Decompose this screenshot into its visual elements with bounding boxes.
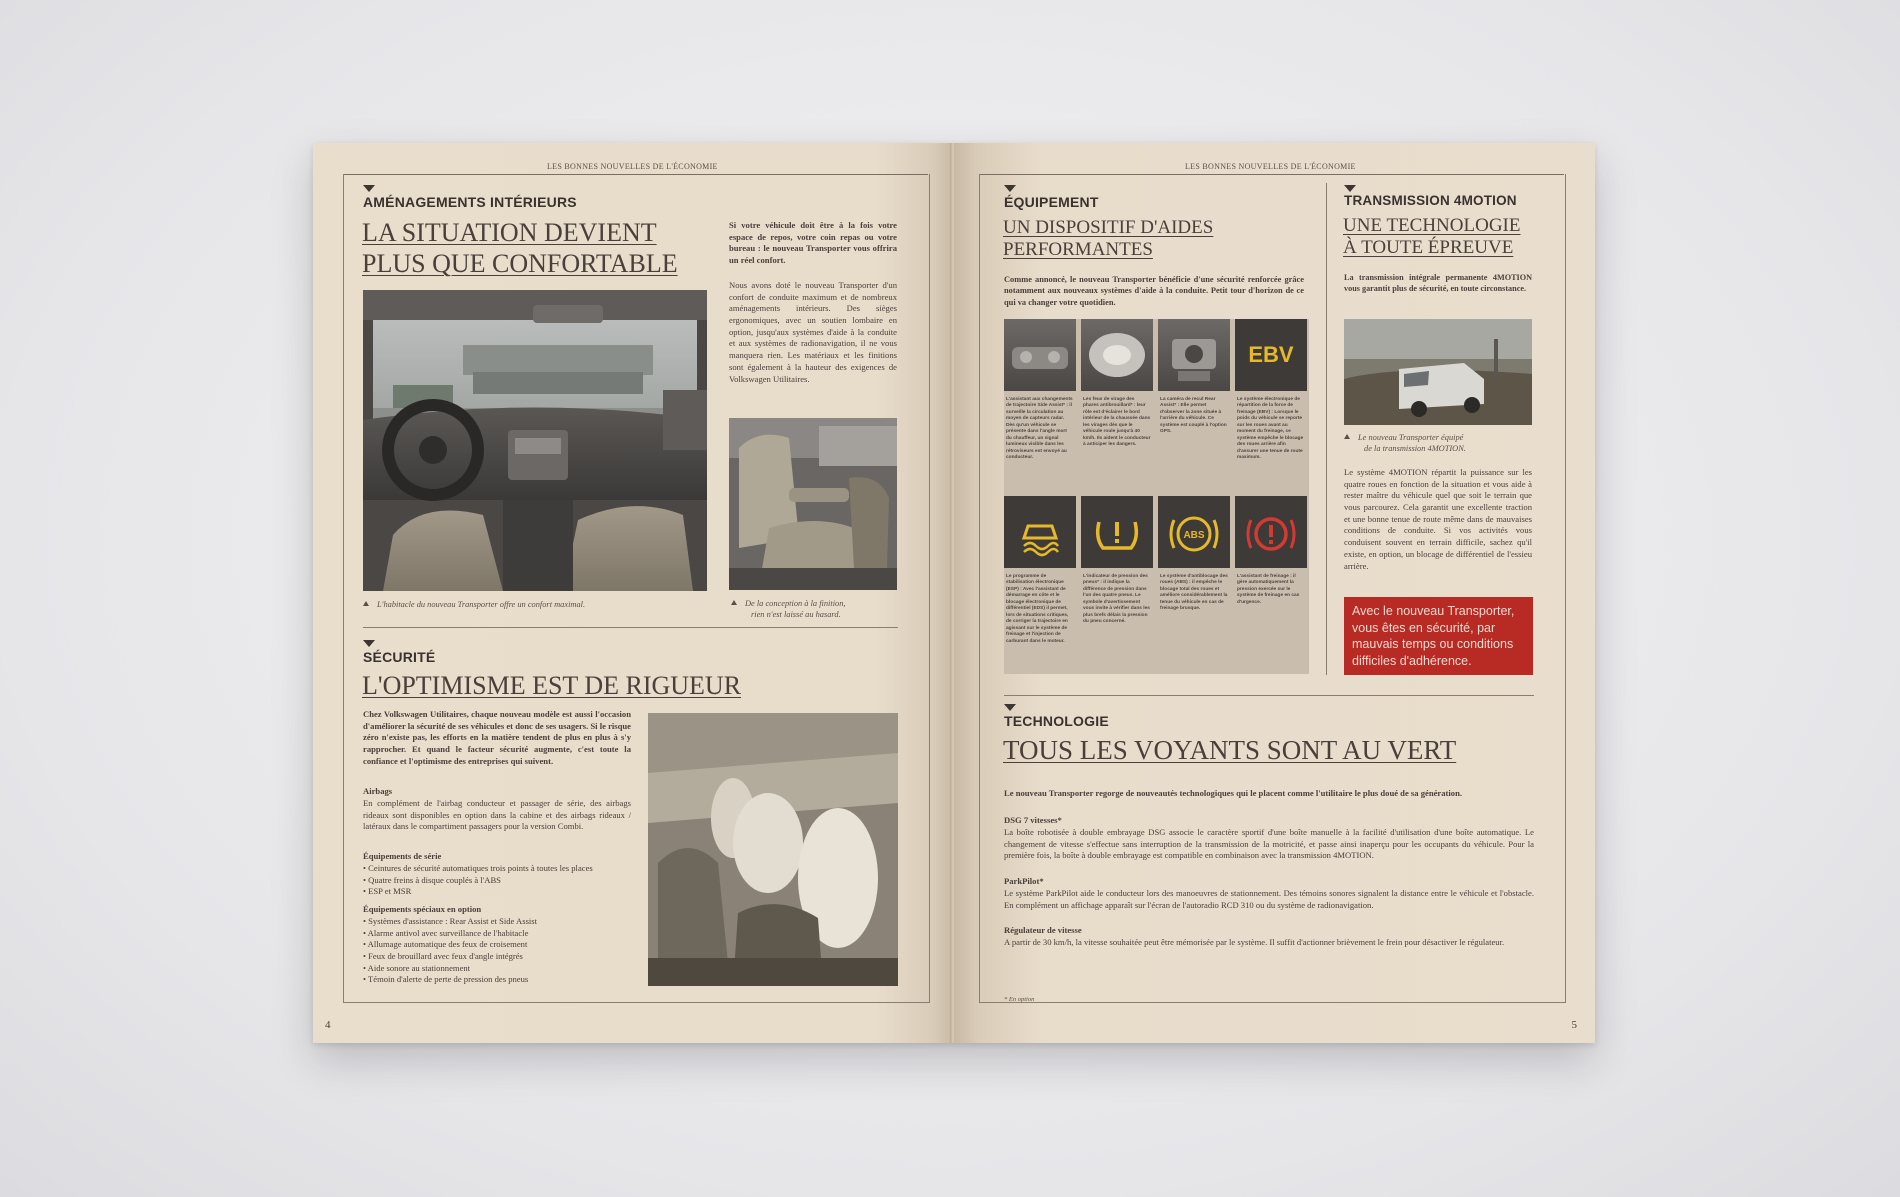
section-title: TECHNOLOGIE — [1004, 713, 1109, 729]
section-marker-icon — [1004, 704, 1016, 711]
list-item: • Ceintures de sécurité automatiques trois points à toutes les places — [363, 863, 593, 873]
photo-caption: L'habitacle du nouveau Transporter offre un confort maximal. — [363, 600, 585, 611]
esp-icon — [1004, 496, 1076, 568]
serie-list — [363, 863, 643, 898]
headline: TOUS LES VOYANTS SONT AU VERT — [1003, 735, 1457, 765]
fog-light-icon — [1081, 319, 1153, 391]
tile-text: La caméra de recul Rear Assist* : Elle permet d'observer la zone située à l'arrière du véhicule. Ce système est couplé à l'option GPS. — [1160, 397, 1227, 435]
seat-caption: De la conception à la finition, rien n'est laissé au hasard. — [731, 599, 901, 621]
section-marker-icon — [363, 185, 375, 192]
caption-triangle-icon — [363, 601, 369, 606]
dsg-title: DSG 7 vitesses* — [1004, 815, 1062, 825]
lead-text: Chez Volkswagen Utilitaires, chaque nouveau modèle est aussi l'occasion d'améliorer la sécurité de ses véhicules et donc de ses usagers. Si le risque zéro n'existe pas, les efforts en la matière tendent de plus en plus à s'y rapprocher. Et quand le facteur sécurité augmente, c'est toute la confiance et l'optimisme des entreprises qui suivent. — [363, 709, 631, 766]
headline: UN DISPOSITIF D'AIDES PERFORMANTES — [1003, 217, 1214, 261]
list-item: • Aide sonore au stationnement — [363, 962, 471, 973]
airbag-photo — [648, 713, 898, 986]
page-number: 5 — [1571, 1019, 1577, 1031]
tile-text: Le programme de stabilisation électronique (ESP) : Avec l'assistant de démarrage en côte et le blocage électronique de différentiel (EDS) il permet, lors de situations critiques, de corriger la trajectoire en agissant sur le système de freinage et l'injection de carburant dans le moteur. — [1006, 574, 1069, 644]
tile-text: Le système d'antiblocage des roues (ABS) : il empêche le blocage total des roues et améliore considérablement la tenue du véhicule en cas de freinage brusque. — [1160, 574, 1228, 612]
dashboard-photo — [363, 290, 707, 591]
section-marker-icon — [1004, 185, 1016, 192]
svg-text:ABS: ABS — [1183, 530, 1205, 541]
abs-icon — [1158, 496, 1230, 568]
option-list — [363, 916, 643, 986]
tile-text: Les feux de virage des phares antibrouillard* : leur rôle est d'éclairer le bord intérieur de la chaussée dans les virages dès que le véhicule roule jusqu'à 40 km/h. Ils aident le conducteur à anticiper les dangers. — [1083, 397, 1151, 448]
section-title: SÉCURITÉ — [363, 649, 436, 665]
section-title: TRANSMISSION 4MOTION — [1344, 193, 1517, 208]
running-head: LES BONNES NOUVELLES DE L'ÉCONOMIE — [1185, 162, 1356, 171]
parkpilot-text: Le système ParkPilot aide le conducteur lors des manoeuvres de stationnement. Des témoins sonores signalent la distance entre le véhicule et l'obstacle. En complément un affichage apparaît sur l'écran de l'autoradio RCD 310 ou du système de radionavigation. — [1004, 888, 1534, 910]
body-text: Le système 4MOTION répartit la puissance sur les quatre roues en fonction de la situation et vous aide à rester maître du véhicule quel que soit le terrain que vous parcourez. Cela garantit une excellente traction et une bonne tenue de route même dans de mauvaises conditions de conduite. Si vos activités vous conduisent souvent en terrain difficile, sachez qu'il existe, en option, un blocage de différentiel de l'essieu arrière. — [1344, 467, 1532, 571]
lead-text: Le nouveau Transporter regorge de nouveautés technologiques qui le placent comme l'utilitaire le plus doué de sa génération. — [1004, 788, 1463, 798]
section-divider — [363, 627, 898, 628]
section-title: ÉQUIPEMENT — [1004, 194, 1099, 210]
lead-text: Si votre véhicule doit être à la fois votre espace de repos, votre coin repas ou votre bureau : le nouveau Transporter vous offrira un réel confort. — [729, 220, 897, 266]
airbags-title: Airbags — [363, 786, 393, 796]
list-item: • ESP et MSR — [363, 886, 412, 897]
column-divider — [1326, 183, 1327, 675]
right-page — [954, 143, 1595, 1043]
ebv-icon: EBV — [1235, 319, 1307, 391]
magazine-spread — [313, 143, 1595, 1043]
footnote: * En option — [1004, 996, 1035, 1003]
body-text: Nous avons doté le nouveau Transporter d'un confort de conduite maximum et de nombreux aménagements intérieurs. Des sièges ergonomiques, avec un soutien lombaire en option, jusqu'aux systèmes d'aide à la conduite et aux systèmes de radionavigation, il ne vous manquera rien. Les matériaux et les finitions sont également à la hauteur des exigences de Volkswagen Utilitaires. — [729, 280, 897, 384]
seat-photo — [729, 418, 897, 590]
lead-text: La transmission intégrale permanente 4MOTION vous garantit plus de sécurité, en toute circonstance. — [1344, 273, 1532, 294]
serie-title: Équipements de série — [363, 851, 442, 861]
regulateur-text: A partir de 30 km/h, la vitesse souhaitée peut être mémorisée par le système. Il suffit d'actionner brièvement le frein pour désactiver le régulateur. — [1004, 937, 1505, 947]
list-item: • Alarme antivol avec surveillance de l'habitacle — [363, 927, 529, 938]
brake-warning-icon — [1235, 496, 1307, 568]
van-caption: Le nouveau Transporter équipé de la transmission 4MOTION. — [1344, 433, 1532, 455]
tile-text: L'assistant aux changements de trajectoire Side Assist* : il surveille la circulation au moyen de capteurs radar. Dès qu'un véhicule se présente dans l'angle mort du chauffeur, un signal lumineux visible dans les rétroviseurs est envoyé au conducteur. — [1006, 397, 1073, 461]
tile-text: L'assistant de freinage : il gère automatiquement la pression exercée sur le système de freinage en cas d'urgence. — [1237, 574, 1300, 605]
page-number: 4 — [325, 1019, 331, 1031]
running-head: LES BONNES NOUVELLES DE L'ÉCONOMIE — [547, 162, 718, 171]
side-assist-icon — [1004, 319, 1076, 391]
regulateur-title: Régulateur de vitesse — [1004, 925, 1082, 935]
van-photo — [1344, 319, 1532, 425]
rear-camera-icon — [1158, 319, 1230, 391]
tile-text: L'indicateur de pression des pneus* : il indique la différence de pression dans l'un des quatre pneus. Le symbole d'avertissement vous invite à vérifier dans les plus brefs délais la pression du pneu concerné. — [1083, 574, 1150, 625]
list-item: • Feux de brouillard avec feux d'angle intégrés — [363, 951, 523, 962]
section-marker-icon — [1344, 185, 1356, 192]
parkpilot-title: ParkPilot* — [1004, 876, 1044, 886]
list-item: • Témoin d'alerte de perte de pression des pneus — [363, 974, 529, 985]
airbags-text: En complément de l'airbag conducteur et passager de série, des airbags rideaux sont disponibles en option dans la cabine et des airbags rideaux / latéraux dans le compartiment passagers pour la version Combi. — [363, 798, 631, 832]
list-item: • Systèmes d'assistance : Rear Assist et Side Assist — [363, 916, 538, 926]
dsg-text: La boîte robotisée à double embrayage DSG associe le caractère sportif d'une boîte manuelle à la facilité d'utilisation d'une boîte automatique. Le changement de vitesse s'effectue sans interruption de la transmission de la motricité, et passe ainsi inaperçu pour les occupants du véhicule. Pour la première fois, la boîte à double embrayage est compatible en combinaison avec la transmission 4MOTION. — [1004, 827, 1534, 861]
list-item: • Allumage automatique des feux de croisement — [363, 939, 528, 950]
option-title: Équipements spéciaux en option — [363, 904, 482, 914]
headline: L'OPTIMISME EST DE RIGUEUR — [362, 671, 742, 700]
section-title: AMÉNAGEMENTS INTÉRIEURS — [363, 194, 577, 210]
caption-triangle-icon — [1344, 434, 1350, 439]
headline: UNE TECHNOLOGIE À TOUTE ÉPREUVE — [1343, 215, 1521, 259]
left-page — [313, 143, 952, 1043]
list-item: • Quatre freins à disque couplés à l'ABS — [363, 874, 501, 885]
headline: LA SITUATION DEVIENT PLUS QUE CONFORTABLE — [362, 218, 678, 278]
highlight-box: Avec le nouveau Transporter, vous êtes en sécurité, par mauvais temps ou conditions difficiles d'adhérence. — [1344, 597, 1533, 675]
section-divider — [1004, 695, 1534, 696]
caption-triangle-icon — [731, 600, 737, 605]
tire-pressure-icon — [1081, 496, 1153, 568]
section-marker-icon — [363, 640, 375, 647]
tile-text: Le système électronique de répartition de la force de freinage (EBV) : Lorsque le poids du véhicule se reporte sur les roues avant au moment du freinage, ce système empêche le blocage des roues arrière afin d'assurer une tenue de route maximum. — [1237, 397, 1304, 461]
lead-text: Comme annoncé, le nouveau Transporter bénéficie d'une sécurité renforcée grâce notamment aux nouveaux systèmes d'aide à la conduite. Petit tour d'horizon de ce qui va changer votre quotidien. — [1004, 275, 1304, 307]
